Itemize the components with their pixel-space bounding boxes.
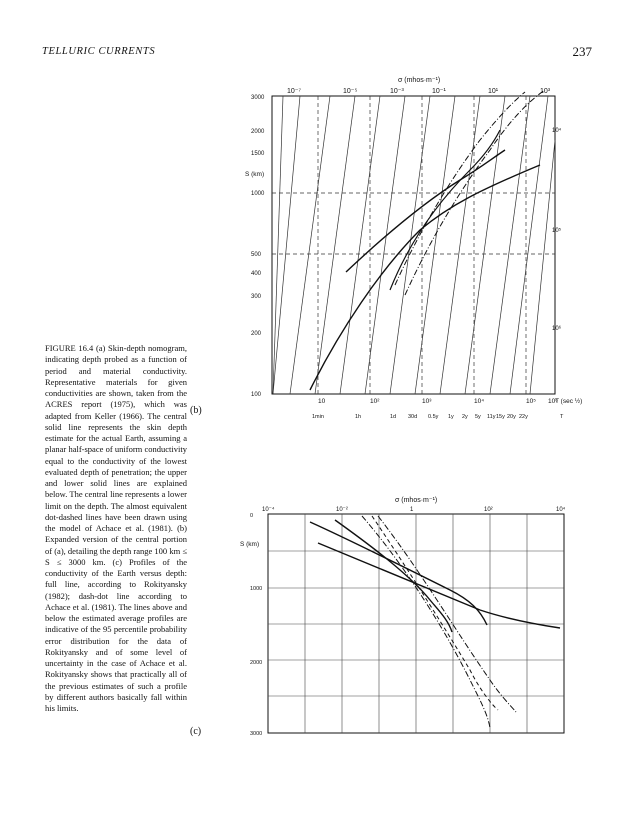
top-tick-label: 1	[410, 507, 414, 513]
y-axis-title: S (km)	[240, 541, 260, 548]
y-tick-label: 400	[251, 271, 262, 277]
panel-label-b: (b)	[190, 405, 202, 416]
time-label: 15y	[496, 414, 505, 420]
time-label: T	[560, 414, 564, 420]
top-axis-title: σ (mhos·m⁻¹)	[398, 77, 441, 84]
top-tick-label: 10⁻³	[390, 88, 404, 95]
top-tick-label: 10⁴	[556, 507, 566, 513]
top-tick-label: 10⁻⁵	[343, 88, 358, 95]
right-tick-label: 10⁵	[552, 228, 562, 234]
y-tick-label: 500	[251, 252, 262, 258]
bottom-axis-title: T (sec ½)	[555, 398, 583, 405]
time-label: 30d	[408, 414, 418, 420]
y-tick-label: 0	[250, 513, 254, 519]
top-tick-label: 10⁻⁷	[287, 88, 302, 95]
y-tick-label: 1000	[250, 586, 263, 592]
top-tick-label: 10⁻²	[336, 507, 348, 513]
right-tick-label: 10⁴	[552, 128, 562, 134]
y-tick-label: 3000	[251, 95, 265, 101]
y-tick-label: 300	[251, 294, 262, 300]
time-label: 5y	[475, 414, 481, 420]
y-tick-label: 2000	[251, 129, 265, 135]
y-tick-label: 1000	[251, 191, 265, 197]
y-tick-label: 1500	[251, 151, 265, 157]
top-tick-label: 10⁻⁴	[262, 507, 275, 513]
time-label: 0.5y	[428, 414, 439, 420]
right-tick-label: 10⁶	[552, 326, 562, 332]
y-axis-title: S (km)	[245, 171, 265, 178]
top-tick-label: 10¹	[488, 88, 499, 95]
time-label: 1y	[448, 414, 454, 420]
bottom-tick-label: 10⁵	[526, 398, 536, 405]
time-label: 1h	[355, 414, 362, 420]
time-label: 2y	[462, 414, 468, 420]
top-axis-title: σ (mhos·m⁻¹)	[395, 497, 438, 504]
bottom-tick-label: 10	[318, 398, 326, 405]
bottom-tick-label: 10³	[422, 398, 432, 405]
top-tick-label: 10²	[484, 507, 493, 513]
profile-solid	[310, 522, 487, 625]
y-tick-label: 2000	[250, 660, 263, 666]
time-label: 20y	[507, 414, 516, 420]
figure-caption: FIGURE 16.4 (a) Skin-depth nomogram, indicating depth probed as a function of period and material conductivity. Representative materials for given conductivities are shown, taken from the ACRES report (1975), which was adapted from Keller (1966). The central solid line represents the skin depth estimate for the actual Earth, assuming a planar half-space of uniform conductivity equal to the conductivity of the lowest evaluated depth of penetration; the upper and lower solid lines are explained below. The central line represents a lower limit on the depth. The almost equivalent dot-dashed lines have been drawn using the model of Achace et al. (1981). (b) Expanded version of the central portion of (a), detailing the depth range 100 km ≤ S ≤ 3000 km. (c) Profiles of the conductivity of the Earth versus depth: full line, according to Rokityansky (1982); dash-dot line according to Achace et al. (1981). The lines above and below the estimated average profiles are indicative of the 95 percentile probability error distribution for the data of Rokityansky and of some level of uncertainty in the case of Achace et al. Rokityansky shows that practically all of the previous estimates of such a profile by different authors basically fall within his limits.	[45, 343, 187, 713]
top-tick-label: 10⁻¹	[432, 88, 446, 95]
time-label: 22y	[519, 414, 528, 420]
y-tick-label: 100	[251, 392, 262, 398]
time-label: 1d	[390, 414, 397, 420]
top-tick-label: 10³	[540, 88, 551, 95]
running-head: TELLURIC CURRENTS	[42, 46, 156, 57]
time-label: 1min	[312, 414, 324, 420]
page-number: 237	[572, 44, 592, 59]
bottom-tick-label: 10⁶	[548, 398, 558, 405]
y-tick-label: 200	[251, 331, 262, 337]
bottom-tick-label: 10²	[370, 398, 380, 405]
time-label: 11y	[487, 414, 496, 420]
bottom-tick-label: 10⁴	[474, 398, 485, 405]
panel-label-c: (c)	[190, 726, 202, 737]
profile-solid	[318, 543, 560, 628]
y-tick-label: 3000	[250, 731, 263, 737]
